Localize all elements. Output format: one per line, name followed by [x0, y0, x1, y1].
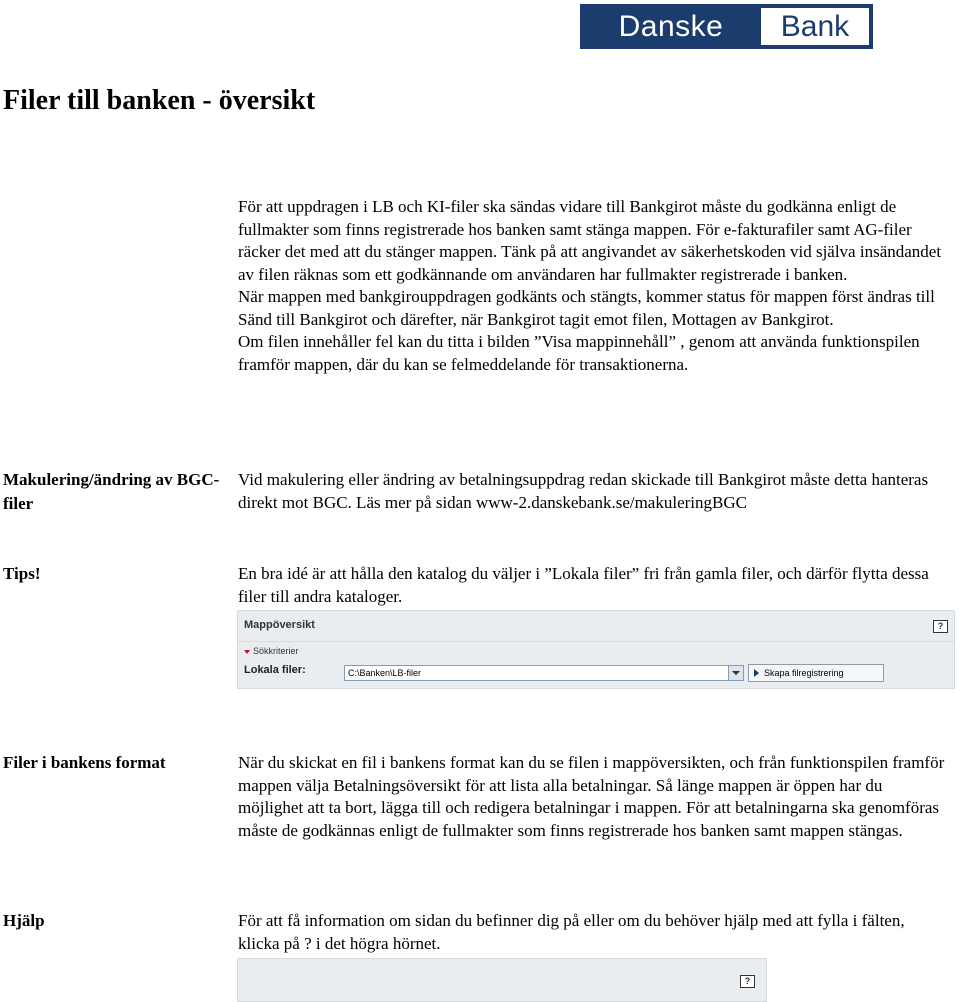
help-screenshot: [237, 958, 767, 1002]
arrow-right-icon: [754, 669, 759, 677]
logo-danske: Danske: [618, 9, 724, 43]
local-files-select[interactable]: [344, 665, 744, 681]
local-files-value: C:\Banken\LB-filer: [348, 668, 422, 678]
tips-text: En bra idé är att hålla den katalog du väljer i ”Lokala filer” fri från gamla filer, och därför flytta dessa filer till andra kataloger.: [238, 564, 929, 606]
makulering-text: Vid makulering eller ändring av betalningsuppdrag redan skickade till Bankgirot måste detta hanteras direkt mot BGC. Läs mer på sidan www-2.danskebank.se/makuleringBGC: [238, 470, 929, 512]
intro-paragraph-1: För att uppdragen i LB och KI-filer ska sändas vidare till Bankgirot måste du godkänna enligt de fullmakter som finns registrerade hos banken samt stänga mappen. För e-fakturafiler samt AG-filer räcker det med att du stänger mappen. Tänk på att angivandet av säkerhetskoden vid själva insändandet av filen räknas som ett godkännande om användaren har fullmakter registrerade i banken.: [238, 197, 942, 284]
hjalp-label: Hjälp: [3, 911, 45, 930]
logo-bank: Bank: [761, 8, 869, 45]
bankformat-text: När du skickat en fil i bankens format kan du se filen i mappöversikten, och från funktionspilen framför mappen välja Betalningsöversikt för att lista alla betalningar. Så länge mappen är öppen har du möjlighet att ta bort, lägga till och redigera betalningar i mappen. För att betalningarna ska genomföras måste de godkännas enligt de fullmakter som finns registrerade hos banken samt mappen stängas.: [238, 753, 945, 840]
create-file-registration-button[interactable]: [748, 664, 884, 682]
help-icon[interactable]: ?: [740, 975, 755, 988]
intro-paragraph-3: Om filen innehåller fel kan du titta i bilden ”Visa mappinnehåll” , genom att använda funktionspilen framför mappen, där du kan se felmeddelande för transaktionerna.: [238, 332, 920, 374]
search-criteria-label: Sökkriterier: [253, 646, 299, 656]
mappoversikt-screenshot: [237, 610, 955, 689]
create-file-registration-label: Skapa filregistrering: [764, 668, 844, 678]
intro-paragraph-2: När mappen med bankgirouppdragen godkänts och stängts, kommer status för mappen först ändras till Sänd till Bankgirot och därefter, när Bankgirot tagit emot filen, Mottagen av Bankgirot.: [238, 287, 935, 329]
hjalp-text: För att få information om sidan du befinner dig på eller om du behöver hjälp med att fylla i fälten, klicka på ? i det högra hörnet.: [238, 911, 905, 953]
makulering-label: Makulering/ändring av BGC-filer: [3, 470, 220, 513]
mappoversikt-title: Mappöversikt: [244, 619, 315, 631]
help-icon[interactable]: ?: [933, 620, 948, 633]
page-title: Filer till banken - översikt: [3, 85, 316, 116]
intro-text: [238, 196, 950, 376]
local-files-label: Lokala filer:: [244, 664, 306, 676]
triangle-down-icon: [244, 650, 250, 654]
chevron-down-icon: [728, 666, 743, 680]
danske-bank-logo: [580, 4, 873, 49]
search-criteria-toggle[interactable]: [244, 646, 299, 656]
bankformat-label: Filer i bankens format: [3, 753, 166, 772]
mappoversikt-header: [238, 611, 954, 642]
tips-label: Tips!: [3, 564, 41, 583]
